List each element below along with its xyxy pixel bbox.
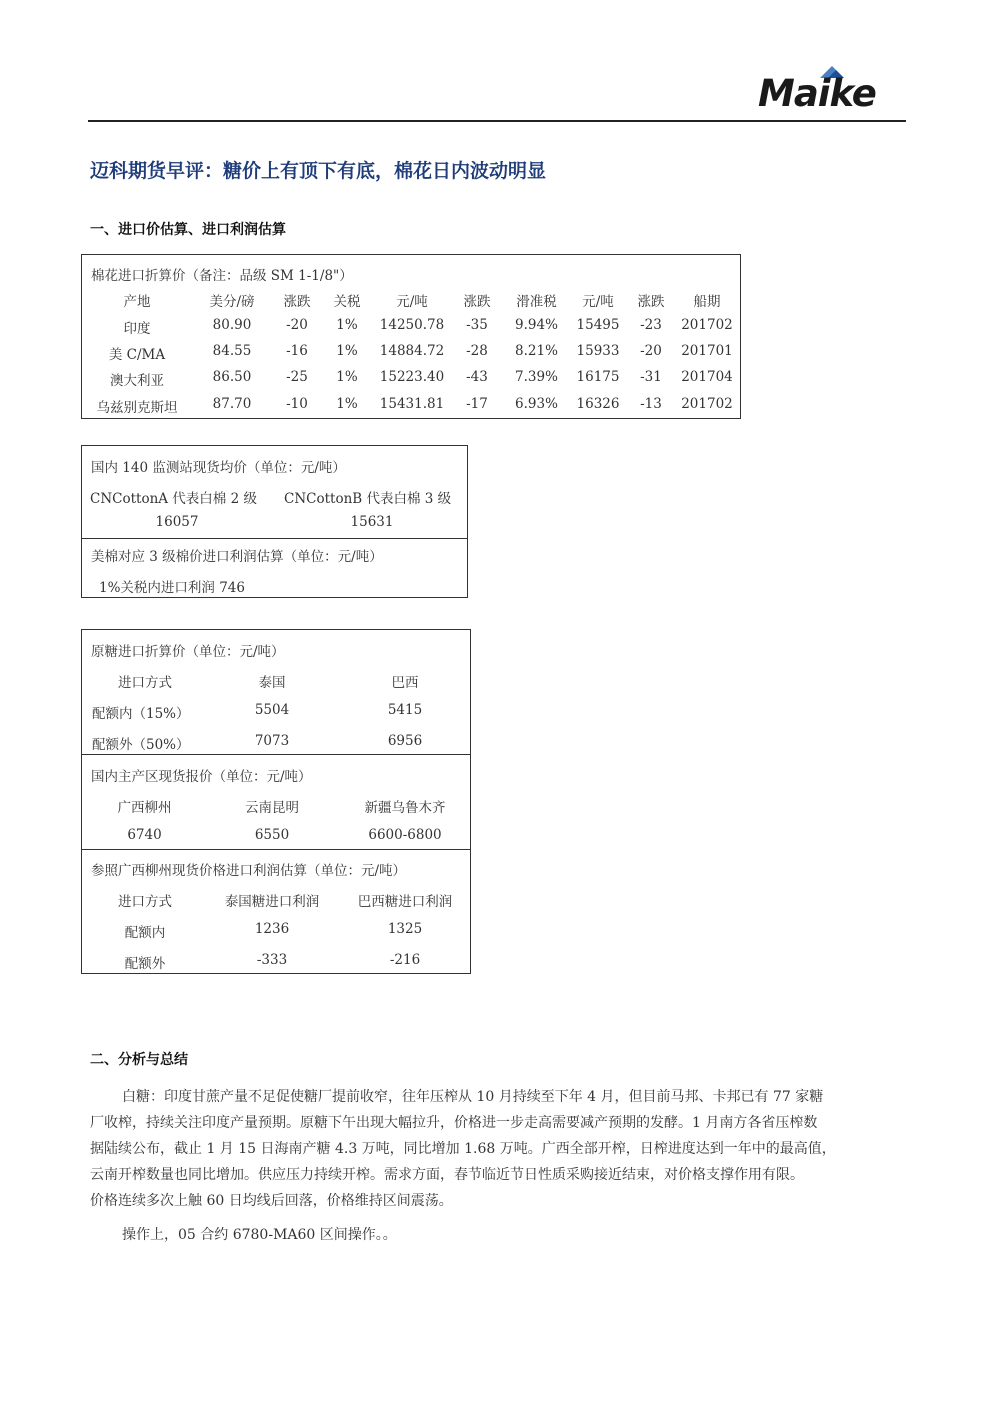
cell: -43 xyxy=(466,369,488,385)
col-header: 滑准税 xyxy=(516,294,557,310)
section-heading-1: 一、进口价估算、进口利润估算 xyxy=(90,222,286,238)
cell: 1325 xyxy=(387,921,423,937)
domestic-cotton-table xyxy=(81,445,468,598)
col-header: 进口方式 xyxy=(118,675,172,691)
col-header: 元/吨 xyxy=(396,294,428,310)
analysis-line: 云南开榨数量也同比增加。供应压力持续开榨。需求方面，春节临近节日性质采购接近结束，对价格支撑作用有限。 xyxy=(90,1167,804,1183)
cell: 6956 xyxy=(387,733,423,749)
cell: 9.94% xyxy=(515,317,558,333)
cell: -10 xyxy=(286,396,308,412)
analysis-line: 据陆续公布，截止 1 月 15 日海南产糖 4.3 万吨，同比增加 1.68 万吨。广西全部开榨，日榨进度达到一年中的最高值， xyxy=(90,1141,836,1157)
cell: 美 C/MA xyxy=(108,347,166,363)
cell: 7.39% xyxy=(515,369,558,385)
cell: 乌兹别克斯坦 xyxy=(96,400,178,416)
col-header: 关税 xyxy=(333,294,361,310)
cell: 1% xyxy=(336,343,358,359)
cell: -17 xyxy=(466,396,488,412)
col-header: 船期 xyxy=(693,294,721,310)
cell: 6600-6800 xyxy=(368,827,442,843)
domestic-cotton-caption: 国内 140 监测站现货均价（单位：元/吨） xyxy=(91,460,346,476)
cell: 14250.78 xyxy=(379,317,445,333)
cell: 201701 xyxy=(681,343,733,359)
cncotton-a-value: 16057 xyxy=(155,514,199,530)
cell: -25 xyxy=(286,369,308,385)
cell: 印度 xyxy=(123,321,151,337)
document-title: 迈科期货早评：糖价上有顶下有底，棉花日内波动明显 xyxy=(90,160,547,182)
cell: -23 xyxy=(640,317,662,333)
cell: -20 xyxy=(286,317,308,333)
cncotton-a-label: CNCottonA 代表白棉 2 级 xyxy=(90,491,257,507)
analysis-line: 白糖：印度甘蔗产量不足促使糖厂提前收窄，往年压榨从 10 月持续至下年 4 月，但目前马邦、卡邦已有 77 家糖 xyxy=(122,1089,824,1105)
operation-paragraph: 操作上，05 合约 6780-MA60 区间操作。。 xyxy=(122,1227,397,1243)
cell: 配额外 xyxy=(124,956,166,972)
sugar-import-table xyxy=(81,629,471,974)
cotton-import-table xyxy=(81,254,741,419)
col-header: 广西柳州 xyxy=(117,800,172,816)
cell: 7073 xyxy=(254,733,290,749)
cell: -35 xyxy=(466,317,488,333)
col-header: 涨跌 xyxy=(463,294,491,310)
cell: 配额内 xyxy=(124,925,166,941)
col-header: 涨跌 xyxy=(637,294,665,310)
cell: 5504 xyxy=(254,702,290,718)
table-divider xyxy=(82,754,470,755)
col-header: 泰国糖进口利润 xyxy=(224,894,320,910)
cotton-profit-caption: 美棉对应 3 级棉价进口利润估算（单位：元/吨） xyxy=(91,549,383,565)
sugar-profit-caption: 参照广西柳州现货价格进口利润估算（单位：元/吨） xyxy=(91,863,407,879)
cell: 1% xyxy=(336,396,358,412)
cell: 84.55 xyxy=(212,343,252,359)
cotton-import-caption: 棉花进口折算价（备注：品级 SM 1-1/8"） xyxy=(91,268,353,284)
sugar-spot-caption: 国内主产区现货报价（单位：元/吨） xyxy=(91,769,312,785)
cell: 澳大利亚 xyxy=(110,373,164,389)
cell: 6550 xyxy=(254,827,290,843)
table-divider xyxy=(82,538,467,539)
col-header: 涨跌 xyxy=(283,294,311,310)
logo-wordmark: Maike xyxy=(758,72,876,115)
cncotton-b-value: 15631 xyxy=(350,514,394,530)
cell: 1% xyxy=(336,369,358,385)
table-divider xyxy=(82,849,470,850)
cell: -28 xyxy=(466,343,488,359)
cell: 16326 xyxy=(576,396,620,412)
cell: 8.21% xyxy=(515,343,558,359)
cell: 6740 xyxy=(127,827,162,843)
cell: -20 xyxy=(640,343,662,359)
cell: 配额内（15%） xyxy=(92,706,190,722)
cell: 1% xyxy=(336,317,358,333)
cell: 14884.72 xyxy=(379,343,445,359)
cell: 80.90 xyxy=(212,317,252,333)
cell: 87.70 xyxy=(212,396,252,412)
cell: 1236 xyxy=(254,921,290,937)
col-header: 巴西糖进口利润 xyxy=(357,894,453,910)
cell: -333 xyxy=(256,952,288,968)
cell: -216 xyxy=(389,952,421,968)
cell: -31 xyxy=(640,369,662,385)
cell: 201704 xyxy=(681,369,733,385)
cell: 6.93% xyxy=(515,396,558,412)
cell: 201702 xyxy=(681,317,733,333)
col-header: 巴西 xyxy=(391,675,419,691)
section-heading-2: 二、分析与总结 xyxy=(90,1052,188,1068)
cell: 201702 xyxy=(681,396,733,412)
cell: 15431.81 xyxy=(379,396,445,412)
col-header: 泰国 xyxy=(258,675,286,691)
col-header: 新疆乌鲁木齐 xyxy=(364,800,446,816)
cell: 5415 xyxy=(387,702,423,718)
col-header: 云南昆明 xyxy=(245,800,299,816)
col-header: 元/吨 xyxy=(582,294,614,310)
cell: 15223.40 xyxy=(379,369,445,385)
cotton-profit-line: 1%关税内进口利润 746 xyxy=(99,580,245,596)
analysis-line: 厂收榨，持续关注印度产量预期。原糖下午出现大幅拉升，价格进一步走高需要减产预期的发酵。1 月南方各省压榨数 xyxy=(90,1115,818,1131)
cell: 配额外（50%） xyxy=(92,737,190,753)
analysis-paragraph xyxy=(90,1084,905,1214)
maike-logo xyxy=(758,70,898,116)
cell: -13 xyxy=(640,396,662,412)
sugar-import-caption: 原糖进口折算价（单位：元/吨） xyxy=(91,644,285,660)
col-header: 产地 xyxy=(123,294,151,310)
cell: 16175 xyxy=(576,369,620,385)
col-header: 美分/磅 xyxy=(209,294,255,310)
cell: 15495 xyxy=(576,317,620,333)
analysis-line: 价格连续多次上触 60 日均线后回落，价格维持区间震荡。 xyxy=(90,1193,453,1209)
cell: 15933 xyxy=(576,343,620,359)
col-header: 进口方式 xyxy=(118,894,172,910)
header-divider xyxy=(88,120,906,122)
cncotton-b-label: CNCottonB 代表白棉 3 级 xyxy=(284,491,452,507)
cell: -16 xyxy=(286,343,308,359)
cell: 86.50 xyxy=(212,369,252,385)
